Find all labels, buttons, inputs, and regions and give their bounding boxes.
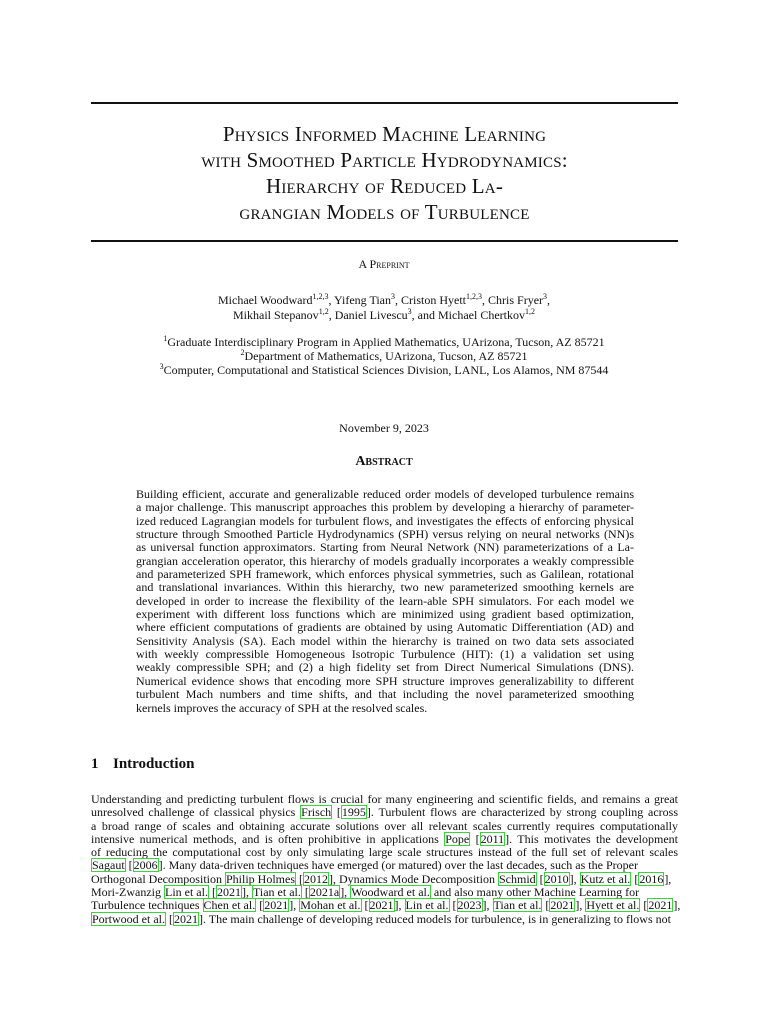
author-line — [0, 308, 768, 323]
author-separator: , — [395, 293, 402, 307]
abstract-line: Sensitivity Analysis (SA). Each model within the hierarchy is trained on two data sets associated — [136, 633, 634, 648]
title-line: with Smoothed Particle Hydrodynamics: — [201, 148, 568, 172]
author-separator: , and — [411, 308, 438, 322]
author-affiliation-mark: 1,2 — [318, 307, 329, 316]
author-affiliation-mark: 1,2 — [524, 307, 535, 316]
citation-link[interactable]: Kutz et al. — [580, 871, 631, 886]
author-name: Chris Fryer — [488, 293, 544, 307]
author-affiliation-mark: 1,2,3 — [466, 292, 483, 301]
author-name: Michael Woodward — [217, 293, 313, 307]
abstract-body — [136, 488, 634, 715]
author-name: Mikhail Stepanov — [233, 308, 319, 322]
section-number: 1 — [91, 756, 99, 772]
publication-date: November 9, 2023 — [339, 421, 429, 435]
introduction-body — [91, 792, 681, 926]
intro-line: unresolved challenge of classical physics Frisch [1995]. Turbulent flows are characterized by strong coupling across — [91, 805, 679, 820]
abstract-line: turbulent Mach numbers and time shifts, and that including the novel parameterized smoothing — [136, 687, 634, 702]
intro-line: Sagaut [2006]. Many data-driven techniques have emerged (or matured) over the last decades, such as the Proper — [92, 858, 638, 873]
citation-link[interactable]: Portwood et al. — [92, 911, 165, 926]
citation-year-link[interactable]: 2021 — [174, 911, 198, 926]
author-line — [0, 293, 768, 308]
author-name: Michael Chertkov — [438, 308, 525, 322]
citation-link[interactable]: Frisch — [301, 805, 332, 820]
citation-link[interactable]: Lin et al. — [405, 898, 449, 913]
citation-link[interactable]: Philip Holmes — [225, 871, 295, 886]
citation-year-link[interactable]: 2011 — [480, 831, 505, 846]
intro-line: Orthogonal Decomposition Philip Holmes [2012], Dynamics Mode Decomposition Schmid [2010], Kutz et al. [2016], — [91, 871, 672, 886]
citation-year-link[interactable]: 1995 — [341, 805, 366, 820]
intro-line: a broad range of scales and obtaining accurate solutions over all relevant scales currently requires computationally — [91, 818, 678, 833]
author-separator: , — [328, 293, 334, 307]
abstract-line: as universal function approximators. Starting from Neural Network (NN) parameterizations of a La- — [136, 540, 634, 555]
abstract-line: ized reduced Lagrangian models for turbulent flows, and investigates the effects of enforcing physical — [136, 513, 634, 528]
citation-year-link[interactable]: 2021 — [216, 885, 241, 900]
citation-year-link[interactable]: 2021 — [648, 898, 673, 913]
citation-year-link[interactable]: 2016 — [639, 871, 664, 886]
citation-year-link[interactable]: 2023 — [457, 898, 482, 913]
abstract-line: a major challenge. This manuscript approaches this problem by developing a hierarchy of parameter- — [136, 500, 634, 515]
abstract-line: Building efficient, accurate and generalizable reduced order models of developed turbulence remains — [136, 487, 634, 501]
citation-year-link[interactable]: 2021 — [550, 898, 575, 913]
citation-year-link[interactable]: 2006 — [133, 858, 158, 873]
citation-link[interactable]: Chen et al. — [203, 898, 256, 913]
affiliation — [0, 363, 768, 377]
title-line: Hierarchy of Reduced La- — [265, 174, 504, 198]
preprint-label: A Preprint — [358, 257, 410, 271]
title-bottom-rule — [91, 240, 678, 242]
affiliation-text: Department of Mathematics, UArizona, Tucson, AZ 85721 — [244, 349, 528, 363]
author-separator: , — [328, 308, 335, 322]
author-name: Yifeng Tian — [334, 293, 392, 307]
abstract-line: grangian acceleration operator, this hierarchy of models gradually incorporates a weakly compressible — [136, 553, 634, 568]
affiliation-mark: 1 — [163, 334, 168, 343]
title-line: Physics Informed Machine Learning — [222, 122, 547, 146]
abstract-line: and parameterized SPH framework, which enforces physical symmetries, such as Galilean, rotational — [136, 567, 634, 582]
citation-link[interactable]: Sagaut — [92, 858, 125, 873]
intro-line: of reducing the computational cost by only simulating large scale structures instead of the full set of relevant scales — [91, 845, 678, 860]
intro-line: Mori-Zwanzig Lin et al. [2021], Tian et al. [2021a], Woodward et al. and also many other Machine Learning for — [91, 885, 640, 900]
abstract-line: kernels improves the accuracy of SPH at the resolved scales. — [136, 700, 428, 715]
intro-line: Turbulence techniques Chen et al. [2021], Mohan et al. [2021], Lin et al. [2023], Tian et al. [2021], Hyett et al. [2021], — [91, 898, 681, 913]
affiliation-text: Computer, Computational and Statistical Sciences Division, LANL, Los Alamos, NM 87544 — [163, 363, 609, 377]
author-affiliation-mark: 3 — [391, 292, 396, 301]
citation-link[interactable]: Lin et al. — [164, 885, 208, 900]
intro-line: intensive numerical methods, and is often prohibitive in applications Pope [2011]. This motivates the development — [91, 831, 679, 846]
affiliation — [0, 349, 768, 363]
citation-link[interactable]: Hyett et al. — [586, 898, 640, 913]
abstract-line: Numerical evidence shows that encoding more SPH structure improves generalizability to different — [136, 673, 634, 688]
citation-link[interactable]: Tian et al. — [493, 898, 542, 913]
citation-year-link[interactable]: 2010 — [544, 871, 569, 886]
author-name: Daniel Livescu — [334, 308, 408, 322]
citation-link[interactable]: Woodward et al. — [351, 885, 430, 900]
author-separator: , — [482, 293, 489, 307]
author-name: Criston Hyett — [401, 293, 467, 307]
abstract-line: structure through Smoothed Particle Hydrodynamics (SPH) versus relying on neural networks (NN)s — [136, 527, 634, 542]
citation-link[interactable]: Mohan et al. — [300, 898, 361, 913]
author-affiliation-mark: 3 — [543, 292, 548, 301]
section-heading — [91, 756, 194, 773]
affiliation-text: Graduate Interdisciplinary Program in Applied Mathematics, UArizona, Tucson, AZ 85721 — [167, 335, 605, 349]
citation-year-link[interactable]: 2021a — [309, 885, 340, 900]
author-affiliation-mark: 1,2,3 — [312, 292, 329, 301]
citation-link[interactable]: Schmid — [498, 871, 536, 886]
intro-line: Understanding and predicting turbulent flows is crucial for many engineering and scientific fields, and remains a great — [91, 792, 678, 806]
abstract-line: with weekly compressible Homogeneous Isotropic Turbulence (HIT): (1) a validation set using — [136, 647, 634, 662]
author-separator: , — [547, 293, 551, 307]
abstract-line: weakly compressible SPH; and (2) a high fidelity set from Direct Numerical Simulations (DNS). — [136, 660, 634, 675]
abstract-line: where efficient computations of gradients are obtained by using Automatic Differentiation (AD) and — [136, 620, 634, 635]
citation-year-link[interactable]: 2021 — [369, 898, 394, 913]
citation-year-link[interactable]: 2021 — [264, 898, 289, 913]
title-top-rule — [91, 102, 678, 104]
affiliation-mark: 2 — [240, 348, 245, 357]
abstract-line: developed in order to increase the flexibility of the learn-able SPH simulators. For each model we — [136, 593, 634, 608]
title-line: grangian Models of Turbulence — [239, 200, 530, 224]
abstract-line: experiment with different loss functions which are minimized using gradient based optimization, — [136, 607, 634, 622]
abstract-heading: Abstract — [355, 454, 413, 469]
abstract-line: and translational invariances. Within this hierarchy, two new parameterized smoothing kernels are — [136, 580, 634, 595]
intro-line: Portwood et al. [2021]. The main challenge of developing reduced models for turbulence, is in generalizing to flows not — [92, 911, 671, 926]
author-affiliation-mark: 3 — [407, 307, 412, 316]
citation-year-link[interactable]: 2012 — [304, 871, 328, 886]
citation-link[interactable]: Tian et al. — [252, 885, 301, 900]
affiliation-list — [0, 335, 768, 377]
affiliation-mark: 3 — [159, 362, 164, 371]
section-title: Introduction — [113, 756, 195, 772]
citation-link[interactable]: Pope — [445, 831, 470, 846]
author-list — [0, 293, 768, 323]
affiliation — [0, 335, 768, 349]
paper-title — [91, 121, 678, 225]
